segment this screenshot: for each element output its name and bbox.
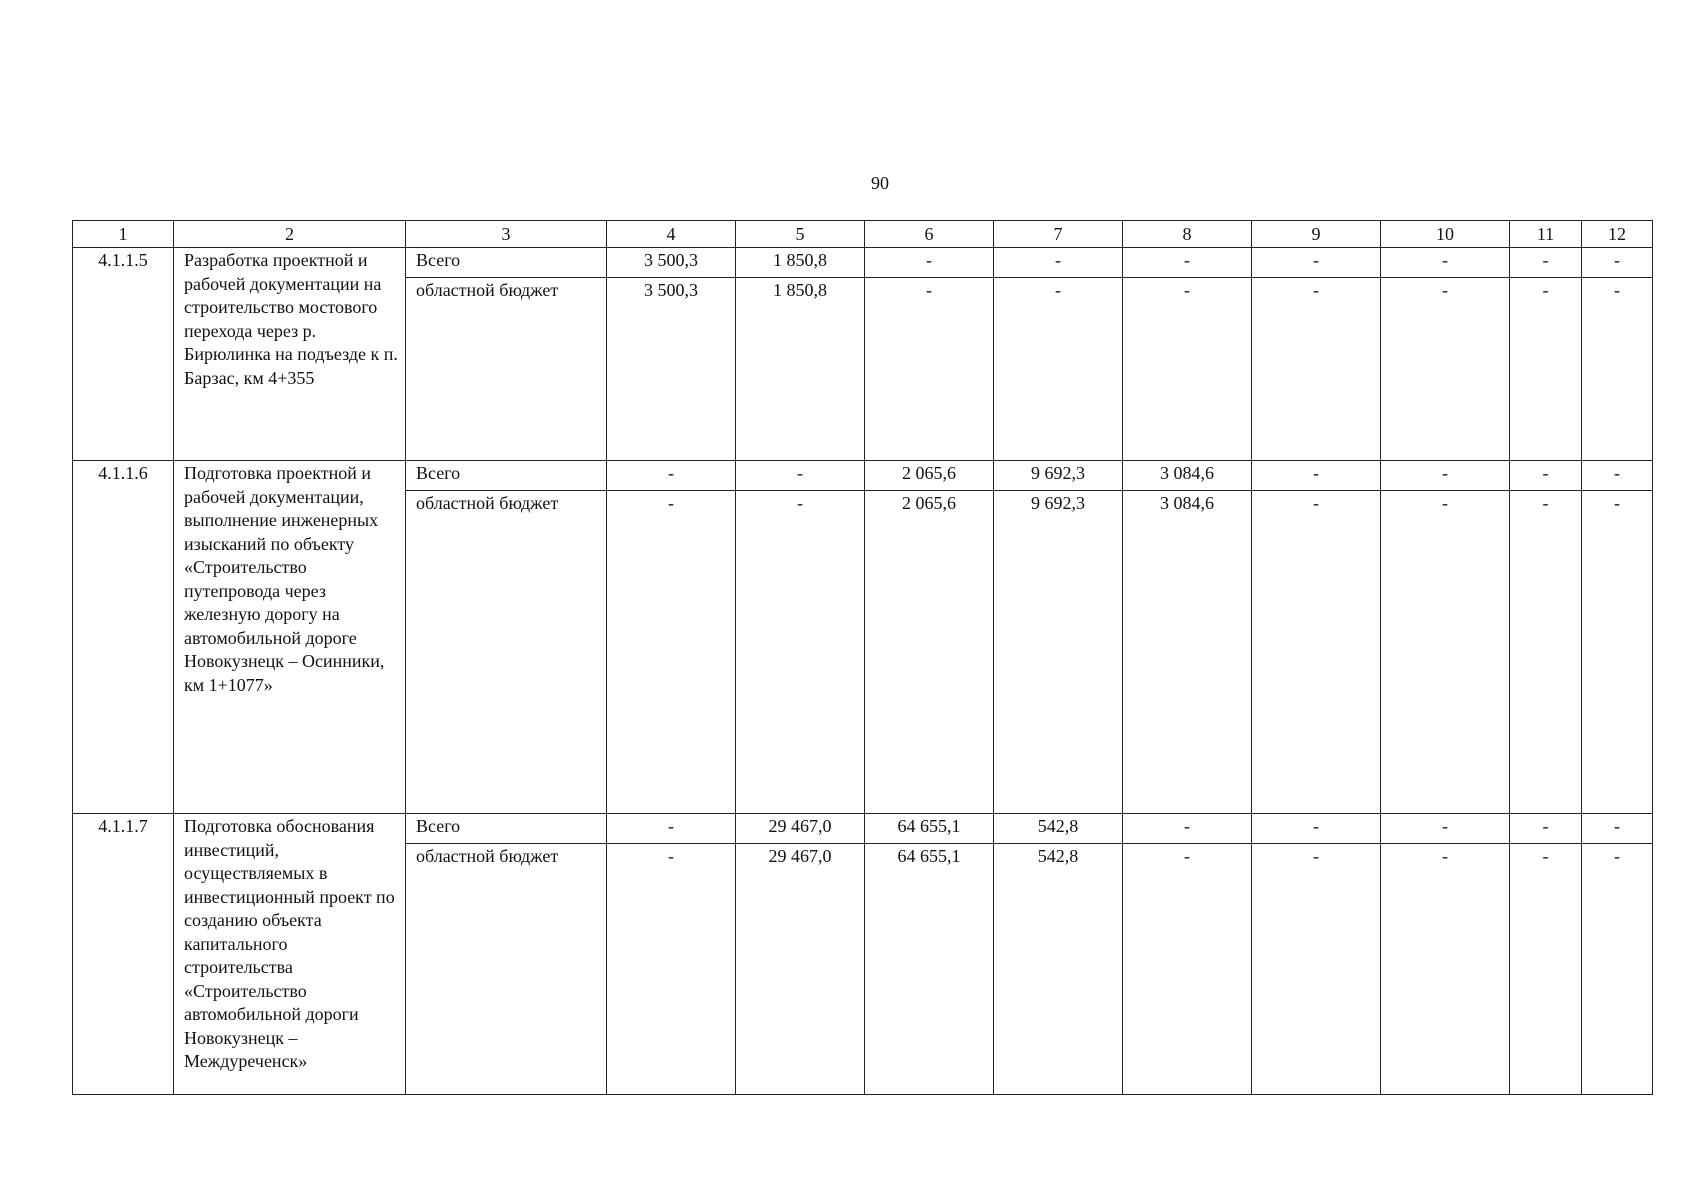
value-cell: - [1123, 814, 1252, 844]
value-cell: 29 467,0 [736, 844, 865, 1095]
column-header: 1 [73, 221, 174, 248]
column-header: 12 [1582, 221, 1653, 248]
value-cell: - [1123, 248, 1252, 278]
value-cell: - [1582, 248, 1653, 278]
table-row [73, 814, 1653, 844]
column-header: 8 [1123, 221, 1252, 248]
column-header: 4 [607, 221, 736, 248]
value-cell: - [1582, 491, 1653, 814]
funding-source: областной бюджет [406, 844, 607, 1095]
value-cell: 9 692,3 [994, 461, 1123, 491]
funding-source: областной бюджет [406, 278, 607, 461]
value-cell: - [1252, 278, 1381, 461]
value-cell: - [607, 461, 736, 491]
value-cell: 2 065,6 [865, 491, 994, 814]
value-cell: 542,8 [994, 844, 1123, 1095]
value-cell: - [1510, 278, 1582, 461]
row-description: Подготовка обоснования инвестиций, осуществляемых в инвестиционный проект по созданию объекта капитального строительства «Строительство автомобильной дороги Новокузнецк – Междуреченск» [174, 814, 406, 1095]
value-cell: - [1582, 278, 1653, 461]
value-cell: 3 500,3 [607, 248, 736, 278]
value-cell: - [1381, 844, 1510, 1095]
value-cell: - [865, 248, 994, 278]
value-cell: - [994, 248, 1123, 278]
table-row [73, 248, 1653, 278]
column-header: 6 [865, 221, 994, 248]
value-cell: - [736, 461, 865, 491]
row-description: Разработка проектной и рабочей документации на строительство мостового перехода через р. Бирюлинка на подъезде к п. Барзас, км 4+355 [174, 248, 406, 461]
column-header: 11 [1510, 221, 1582, 248]
value-cell: - [1510, 814, 1582, 844]
funding-source: Всего [406, 461, 607, 491]
value-cell: - [607, 844, 736, 1095]
value-cell: - [1510, 844, 1582, 1095]
column-header: 10 [1381, 221, 1510, 248]
value-cell: - [1252, 814, 1381, 844]
value-cell: 9 692,3 [994, 491, 1123, 814]
value-cell: 3 084,6 [1123, 491, 1252, 814]
value-cell: - [736, 491, 865, 814]
table-row [73, 461, 1653, 491]
column-header: 3 [406, 221, 607, 248]
funding-source: Всего [406, 248, 607, 278]
value-cell: - [607, 491, 736, 814]
value-cell: - [1252, 844, 1381, 1095]
value-cell: 542,8 [994, 814, 1123, 844]
value-cell: - [1582, 844, 1653, 1095]
value-cell: - [1123, 844, 1252, 1095]
column-header: 2 [174, 221, 406, 248]
row-code: 4.1.1.7 [73, 814, 174, 1095]
value-cell: - [1252, 248, 1381, 278]
value-cell: - [1252, 461, 1381, 491]
funding-source: областной бюджет [406, 491, 607, 814]
value-cell: - [607, 814, 736, 844]
value-cell: - [1582, 461, 1653, 491]
value-cell: - [865, 278, 994, 461]
value-cell: 3 084,6 [1123, 461, 1252, 491]
value-cell: - [1123, 278, 1252, 461]
value-cell: - [1510, 248, 1582, 278]
value-cell: - [1510, 461, 1582, 491]
value-cell: 3 500,3 [607, 278, 736, 461]
column-header: 5 [736, 221, 865, 248]
value-cell: 64 655,1 [865, 844, 994, 1095]
row-description: Подготовка проектной и рабочей документации, выполнение инженерных изысканий по объекту «Строительство путепровода через железную дорогу на автомобильной дороге Новокузнецк – Осинники, км 1+1077» [174, 461, 406, 814]
funding-source: Всего [406, 814, 607, 844]
page-number: 90 [871, 173, 889, 193]
value-cell: 64 655,1 [865, 814, 994, 844]
value-cell: - [1510, 491, 1582, 814]
value-cell: 1 850,8 [736, 248, 865, 278]
value-cell: - [994, 278, 1123, 461]
value-cell: 1 850,8 [736, 278, 865, 461]
value-cell: - [1381, 278, 1510, 461]
column-header: 7 [994, 221, 1123, 248]
row-code: 4.1.1.5 [73, 248, 174, 461]
row-code: 4.1.1.6 [73, 461, 174, 814]
value-cell: - [1381, 491, 1510, 814]
table-header-row [73, 221, 1653, 248]
value-cell: 2 065,6 [865, 461, 994, 491]
value-cell: - [1381, 814, 1510, 844]
column-header: 9 [1252, 221, 1381, 248]
budget-table [72, 220, 1653, 1095]
value-cell: - [1582, 814, 1653, 844]
value-cell: - [1381, 248, 1510, 278]
value-cell: - [1381, 461, 1510, 491]
value-cell: - [1252, 491, 1381, 814]
value-cell: 29 467,0 [736, 814, 865, 844]
